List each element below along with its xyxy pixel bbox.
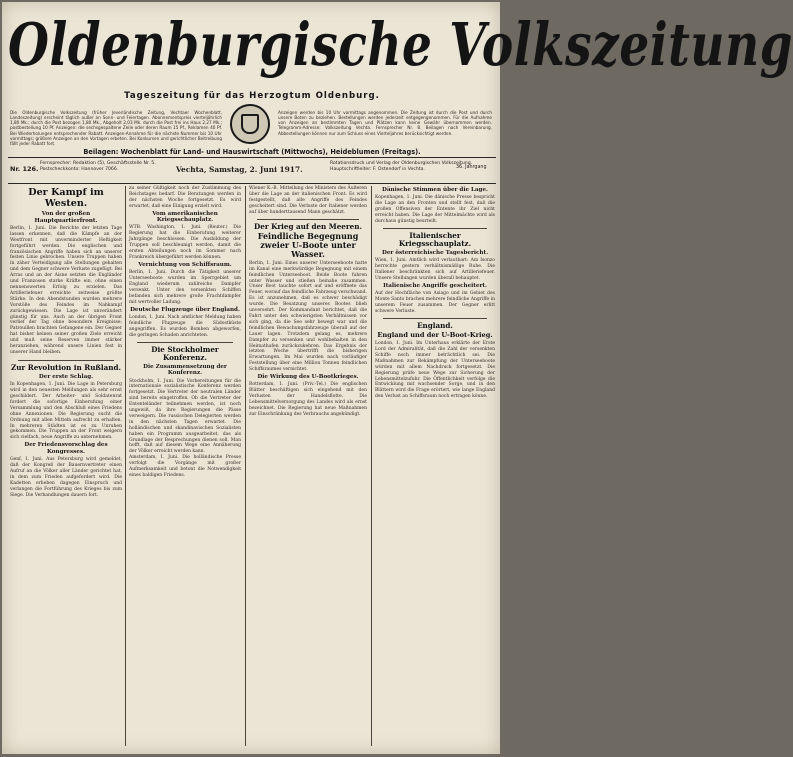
headline-western-front: Der Kampf im Westen. xyxy=(28,187,104,209)
column-divider xyxy=(125,186,126,746)
article-body: Wiener K.-B. Mitteilung des Ministers des Äußeren über die Lage an der italienischen Front. Es wird festgestellt, daß alle Angriffe des Feindes gescheitert sind. Die Verluste der Italiener werden auf über hunderttausend Mann geschätzt. xyxy=(249,186,367,215)
column-1 xyxy=(10,186,122,748)
article-body: Berlin, 1. Juni. Eines unserer Unterseeboote hatte im Kanal eine merkwürdige Begegnung mit einem feindlichen Unterseeboot. Beide Boote fuhren unter Wasser und stießen beinahe zusammen. Unser Boot tauchte sofort auf und eröffnete das Feuer, worauf das feindliche Fahrzeug verschwand. Es ist anzunehmen, daß es schwer beschädigt wurde. Die Besatzung unseres Bootes blieb unversehrt. Der Kommandant berichtet, daß die Fahrt unter den schwierigsten Verhältnissen vor sich ging, da die See sehr bewegt war und die feindlichen Bewachungsfahrzeuge überall auf der Lauer lagen. Trotzdem gelang es, mehrere Dampfer zu versenken und wohlbehalten in den Heimathafen zurückzukehren. Das Ergebnis der letzten Woche übertrifft die bisherigen Erwartungen. Im Mai wurden nach vorläufiger Feststellung über eine Million Tonnen feindlichen Schiffsraumes vernichtet. xyxy=(249,260,367,373)
column-divider xyxy=(245,186,246,746)
volume-year: 36. Jahrgang xyxy=(456,165,487,170)
article-separator xyxy=(383,318,487,319)
subhead-shipping: Vernichtung von Schiffsraum. xyxy=(138,261,232,268)
subscription-notice-text: Die Oldenburgische Volkszeitung (früher Jeverländische Zeitung, Vechtaer Wochenblatt, Landeszeitung) erscheint täglich außer an Sonn- und Feiertagen. Abonnementspreis vierteljährlich 1,80 Mk.; durch die Post bezogen 1,80 Mk., Abgeholt 2,03 Mk. durch die Post frei ins Haus 2,27 Mk.; postbestellung 10 Pf. Anzeigen: die sechsgespaltene Zeile oder deren Raum 15 Pf., Reklamen 40 Pf. Bei Wiederholungen entsprechender Rabatt. Anzeigen-Annahme für die nächste Nummer bis 10 Uhr vormittags; größere Anzeigen an den Vortagen erbeten. Bei Konkursen und gerichtlicher Beitreibung fällt jeder Rabatt fort. xyxy=(10,110,222,146)
article-body: Stockholm, 1. Juni. Die Vorbereitungen für die internationale sozialistische Konferenz werden fortgesetzt. Die Vertreter der neutralen Länder sind bereits eingetroffen. Ob die Vertreter der Ententeländer teilnehmen werden, ist noch ungewiß, da ihre Regierungen die Pässe verweigern. Die russischen Delegierten werden in den nächsten Tagen erwartet. Die holländischen und skandinavischen Sozialisten haben ein Programm ausgearbeitet, das als Grundlage der Besprechungen dienen soll. Man hofft, daß auf diesem Wege eine Annäherung der Völker erreicht werden kann. xyxy=(129,378,241,455)
article-body: London, 1. Juni. Nach amtlicher Meldung haben feindliche Flugzeuge die Südostküste angegriffen. Es wurden Bomben abgeworfen, die geringen Schaden anrichteten. xyxy=(129,315,241,338)
article-body: Wien, 1. Juni. Amtlich wird verlautbart: Am Isonzo herrschte gestern verhältnismäßige Ruhe. Die Italiener beschränkten sich auf Artilleriefeuer. Unsere Stellungen wurden überall behauptet. xyxy=(375,258,495,281)
article-separator xyxy=(257,219,359,220)
subhead-submarine-effect: Die Wirkung des U-Bootkrieges. xyxy=(257,374,359,381)
headline-stockholm: Die Stockholmer Konferenz. xyxy=(151,344,219,362)
article-separator xyxy=(18,360,114,361)
masthead-title: Oldenburgische Volkszeitung xyxy=(8,11,793,80)
editorial-contact xyxy=(40,161,156,173)
printer-line-1: Rotationsdruck und Verlag der Oldenburgischen Volkszeitung. xyxy=(330,161,473,166)
newspaper-page xyxy=(2,2,793,754)
masthead-rule-top xyxy=(8,157,496,158)
headline-submarine-encounter: Feindliche Begegnung zweier U-Boote unter Wasser. xyxy=(257,231,359,260)
coat-of-arms-icon xyxy=(230,104,270,144)
article-body: Auf der Hochfläche von Asiago und im Gebiet des Monte Santo brachen mehrere feindliche Angriffe in unserem Feuer zusammen. Der Gegner erlitt schwere Verluste. xyxy=(375,291,495,314)
column-4 xyxy=(375,186,495,748)
headline-england: England. xyxy=(417,320,453,330)
subhead-italian-attacks: Italienische Angriffe gescheitert. xyxy=(383,282,487,289)
article-body: Rotterdam, 1. Juni. (Priv.-Tel.) Die englischen Blätter beschäftigen sich eingehend mit den Verlusten der Handelsflotte. Die Lebensmittelversorgung des Landes wird als ernst bezeichnet. Die Regierung hat neue Maßnahmen zur Einschränkung des Verbrauchs angekündigt. xyxy=(249,382,367,418)
column-divider xyxy=(371,186,372,746)
column-3 xyxy=(249,186,367,748)
printer-info xyxy=(330,161,472,173)
article-body: Berlin, 1. Juni. Durch die Tätigkeit unserer Unterseeboote wurden im Sperrgebiet um England wiederum zahlreiche Dampfer versenkt. Unter den versenkten Schiffen befanden sich mehrere große Frachtdampfer mit wertvoller Ladung. xyxy=(129,270,241,305)
dateline: Vechta, Samstag, 2. Juni 1917. xyxy=(176,165,303,174)
article-body: London, 1. Juni. Im Unterhaus erklärte der Erste Lord der Admiralität, daß die Zahl der versenkten Schiffe noch immer beträchtlich sei. Die Maßnahmen zur Bekämpfung der Unterseeboote würden mit allem Nachdruck fortgesetzt. Die Regierung prüfe neue Wege zur Sicherung der Lebensmittelzufuhr. Die Öffentlichkeit verfolge die Entwicklung mit wachsender Sorge, und in den Blättern wird die Frage erörtert, wie lange England den Verlust an Schiffsraum noch ertragen könne. xyxy=(375,341,495,400)
subhead-danish: Dänische Stimmen über die Lage. xyxy=(382,187,488,193)
article-body: zu seiner Gültigkeit noch der Zustimmung des Reichstages bedarf. Die Beratungen werden in der nächsten Woche fortgesetzt. Es wird erwartet, daß eine Einigung erzielt wird. xyxy=(129,186,241,209)
printer-line-2: Hauptschriftleiter: F. Ostendorf in Vechta. xyxy=(330,167,425,172)
info-strip xyxy=(8,159,496,183)
column-2 xyxy=(129,186,241,748)
subhead-russia: Der erste Schlag. xyxy=(38,373,94,380)
article-body: WTB. Washington, 1. Juni. (Reuter.) Die Regierung hat die Einberufung weiterer Jahrgänge beschlossen. Die Ausbildung der Truppen soll beschleunigt werden, damit die ersten Abteilungen noch im Sommer nach Frankreich übergeführt werden können. xyxy=(129,225,241,260)
subhead-austrian-report: Der österreichische Tagesbericht. xyxy=(381,249,489,256)
subhead-aircraft: Deutsche Flugzeuge über England. xyxy=(130,306,240,313)
subhead-stockholm: Die Zusammensetzung der Konferenz. xyxy=(143,363,227,377)
masthead-subtitle: Tageszeitung für das Herzogtum Oldenburg. xyxy=(124,91,380,101)
article-russia xyxy=(10,364,122,499)
headline-england-uboat: England und der U-Boot-Krieg. xyxy=(377,330,493,339)
subscription-notice-right xyxy=(278,106,492,146)
headline-russia: Zur Revolution in Rußland. xyxy=(10,362,122,372)
article-separator xyxy=(137,342,233,343)
article-body: Amsterdam, 1. Juni. Die holländische Presse verfolgt die Vorgänge mit großer Aufmerksamkeit und betont die Notwendigkeit eines baldigen Friedens. xyxy=(129,455,241,478)
subhead-america: Vom amerikanischen Kriegsschauplatz. xyxy=(152,210,218,224)
editorial-postcheck: Postscheckkonto: Hannover 7066. xyxy=(40,167,119,172)
editorial-phone: Fernsprecher: Redaktion (5), Geschäftsstelle Nr. 5. xyxy=(40,161,156,166)
advertising-notice-text: Anzeigen werden bis 10 Uhr vormittags angenommen. Die Zeitung ist durch die Post und durch unsere Boten zu beziehen. Bestellungen werden jederzeit entgegengenommen. Für die Aufnahme von Anzeigen an bestimmten Tagen und Plätzen kann keine Gewähr übernommen werden. Telegramm-Adresse: Volkszeitung Vechta. Fernsprecher Nr. 8. Beilagen nach Vereinbarung. Abbestellungen können nur zum Schluss eines Vierteljahres berücksichtigt werden. xyxy=(278,110,492,136)
subhead-western-front: Von der großen Hauptquartierfront. xyxy=(34,211,98,224)
article-body: Kopenhagen, 1. Juni. Die dänische Presse bespricht die Lage an den Fronten und stellt fest, daß die großen Offensiven der Entente ihr Ziel nicht erreicht haben. Die Lage der Mittelmächte wird als durchaus günstig beurteilt. xyxy=(375,195,495,225)
headline-italian-front: Italienischer Kriegsschauplatz. xyxy=(398,230,472,248)
supplement-line: Beilagen: Wochenblatt für Land- und Hauswirtschaft (Mittwochs), Heideblumen (Freitags). xyxy=(83,148,421,156)
article-body: In Kopenhagen, 1. Juni. Die Lage in Petersburg wird in den neuesten Meldungen als sehr ernst geschildert. Der Arbeiter- und Soldatenrat fordert die sofortige Einberufung einer Versammlung und den Abschluß eines Friedens ohne Annexionen. Die Regierung sucht die Ordnung mit allen Mitteln aufrecht zu erhalten. In mehreren Städten ist es zu Unruhen gekommen. Die Truppen an der Front weigern sich vielfach, neue Angriffe zu unternehmen. xyxy=(10,382,122,441)
headline-naval-war: Der Krieg auf den Meeren. xyxy=(254,221,362,231)
masthead-rule-bottom xyxy=(8,183,496,184)
subhead-congress: Der Friedensvorschlag des Kongresses. xyxy=(24,442,108,455)
article-western-front xyxy=(10,188,122,356)
subscription-notice-left xyxy=(10,106,222,146)
article-body: Genf, 1. Juni. Aus Petersburg wird gemeldet, daß der Kongreß der Bauernvertreter einen Aufruf an die Völker aller Länder gerichtet hat, in dem zum Frieden aufgefordert wird. Die Kadetten erheben dagegen Einspruch und verlangen die Fortführung des Krieges bis zum Siege. Die Verhandlungen dauern fort. xyxy=(10,457,122,498)
article-body: Berlin, 1. Juni. Die Berichte der letzten Tage lassen erkennen, daß die Kämpfe an der Westfront mit unverminderter Heftigkeit fortgeführt werden. Die englischen und französischen Angriffe haben sich an unserer festen Linie gebrochen. Unsere Truppen haben in zäher Verteidigung alle Stellungen gehalten und dem Gegner schwere Verluste zugefügt. Bei Arras und an der Aisne setzten die Engländer und Franzosen starke Kräfte ein, ohne einen nennenswerten Erfolg zu erzielen. Das Artilleriefeuer erreichte zeitweise größte Stärke. In den Abendstunden wurden mehrere Vorstöße des Feindes im Nahkampf zurückgewiesen. Die Lage ist unverändert günstig für uns. Auch an der übrigen Front verlief der Tag ohne besondere Ereignisse; Patrouillen brachten Gefangene ein. Der Gegner hat bisher keinen seiner großen Ziele erreicht und muß seine Reserven immer stärker heranziehen, während unsere Linien fest in unserer Hand bleiben. xyxy=(10,225,122,355)
issue-number: Nr. 126. xyxy=(10,165,39,173)
article-separator xyxy=(383,228,487,229)
